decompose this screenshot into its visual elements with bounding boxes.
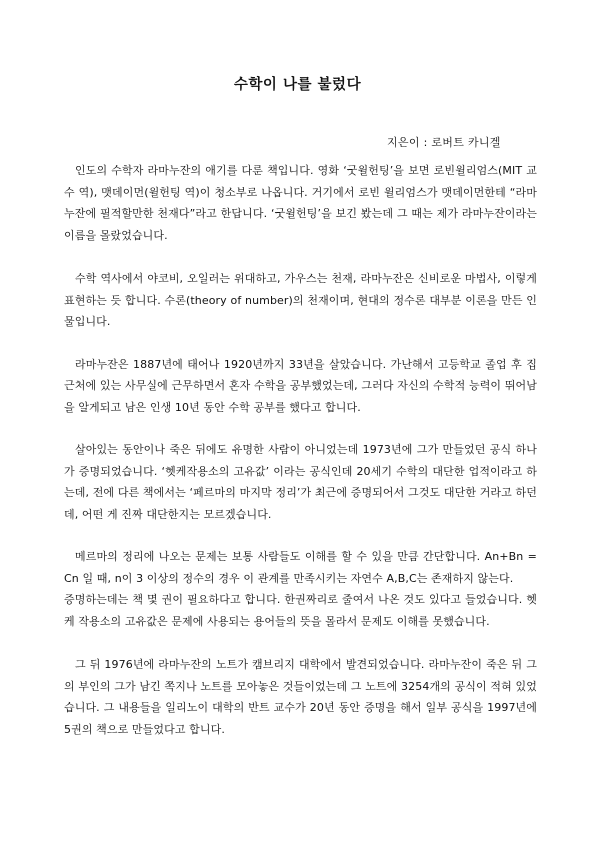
paragraph: 그 뒤 1976년에 라마누잔의 노트가 캠브리지 대학에서 발견되었습니다. 라마누잔이 죽은 뒤 그의 부인의 그가 남긴 쪽지나 노트를 모아놓은 것들이었는데 그 노트에 3254개의 공식이 적혀 있었습니다. 그 내용들을 일리노이 대학의 반트 교수가 20년 동안 증명을 해서 일부 공식을 1997년에 5권의 책으로 만들었다고 합니다.	[64, 658, 537, 736]
paragraph: 살아있는 동안이나 죽은 뒤에도 유명한 사람이 아니었는데 1973년에 그가 만들었던 공식 하나가 증명되었습니다. ‘헷케작용소의 고유값’ 이라는 공식인데 20세기 수학의 대단한 업적이라고 하는데, 전에 다른 책에서는 ‘페르마의 마지막 정리’가 최근에 증명되어서 그것도 대단한 거라고 하던데, 어떤 게 진짜 대단한지는 모르겠습니다.	[64, 443, 537, 521]
paragraph: 인도의 수학자 라마누잔의 애기를 다룬 책입니다. 영화 ‘굿윌헌팅’을 보면 로빈윌리엄스(MIT 교수 역), 맷데이먼(윌헌팅 역)이 청소부로 나옵니다. 거기에서 로빈 윌리엄스가 맷데이먼한테 “라마누잔에 필적할만한 천재다”라고 한답니다. ‘굿윌헌팅’을 보긴 봤는데 그 때는 제가 라마누잔이라는 이름을 몰랐었습니다.	[64, 164, 537, 242]
paragraph: 메르마의 정리에 나오는 문제는 보통 사람들도 이해를 할 수 있을 만큼 간단합니다. An+Bn = Cn 일 때, n이 3 이상의 정수의 경우 이 관계를 만족시키는 자연수 A,B,C는 존재하지 않는다.	[64, 550, 537, 585]
document-title: 수학이 나를 불렀다	[233, 77, 362, 93]
document-body	[64, 160, 537, 761]
paragraph: 수학 역사에서 야코비, 오일러는 위대하고, 가우스는 천재, 라마누잔은 신비로운 마법사, 이렇게 표현하는 듯 합니다. 수론(theory of number)의 천재이며, 현대의 정수론 대부분 이론을 만든 인물입니다.	[64, 272, 537, 328]
author-line: 지은이 : 로버트 카니겔	[387, 136, 501, 149]
paragraph: 증명하는데는 책 몇 권이 필요하다고 합니다. 한권짜리로 줄여서 나온 것도 있다고 들었습니다. 헷케 작용소의 고유값은 문제에 사용되는 용어들의 뜻을 몰라서 문제도 이해를 못했습니다.	[64, 593, 537, 628]
paragraph: 라마누잔은 1887년에 태어나 1920년까지 33년을 살았습니다. 가난해서 고등학교 졸업 후 집 근처에 있는 사무실에 근무하면서 혼자 수학을 공부했었는데, 그러다 자신의 수학적 능력이 뛰어남을 알게되고 남은 인생 10년 동안 수학 공부를 했다고 합니다.	[64, 357, 537, 414]
